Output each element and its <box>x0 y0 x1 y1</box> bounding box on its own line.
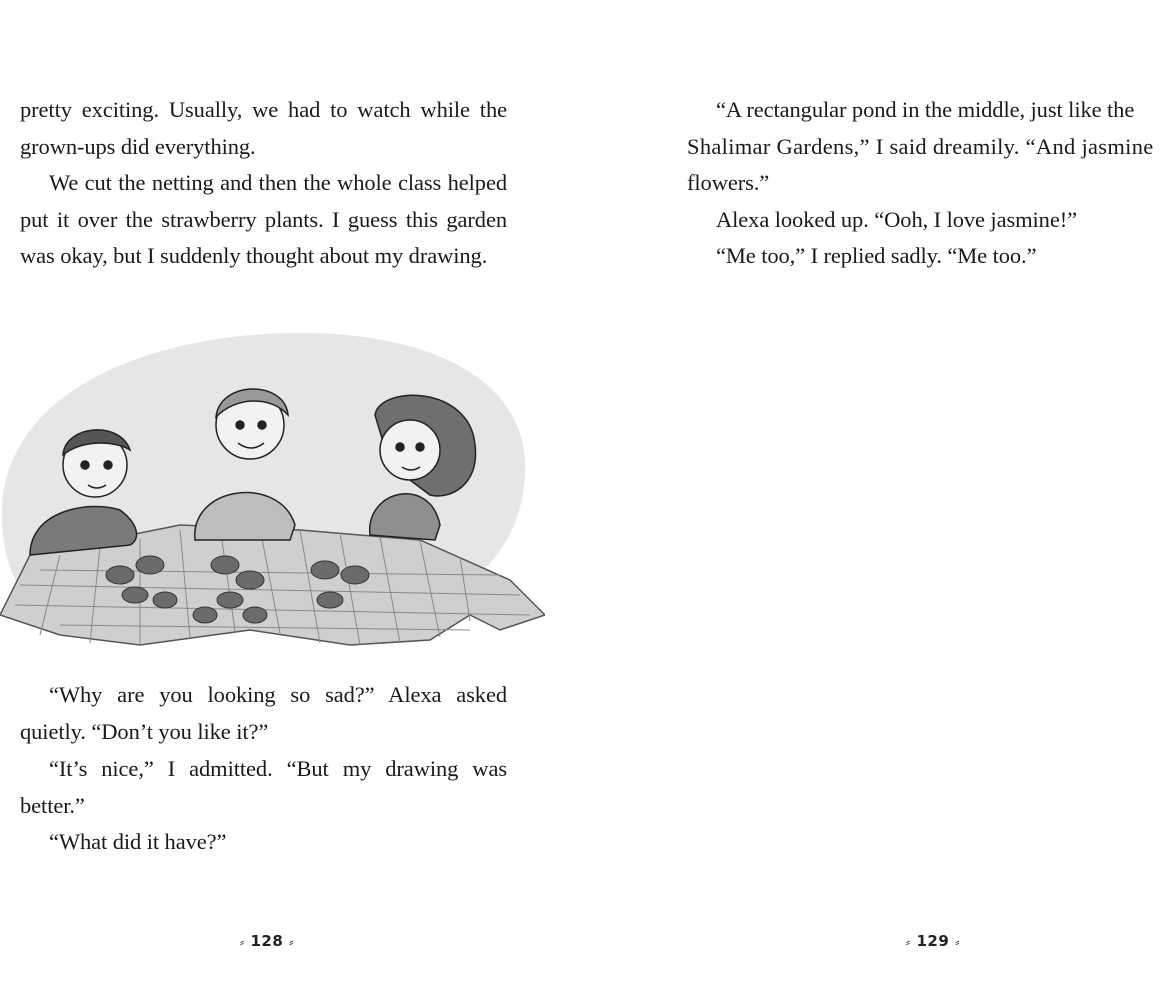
folio-ornament-icon: ⸗ <box>240 935 245 949</box>
garden-illustration <box>0 325 545 675</box>
right-line-4: Alexa looked up. “Ooh, I love jasmine!” <box>716 206 1077 232</box>
page-number-right: ⸗ 129 ⸗ <box>906 932 960 950</box>
folio-ornament-icon: ⸗ <box>289 935 294 949</box>
right-page <box>585 0 1170 1005</box>
right-line-3: flowers.” <box>687 170 770 196</box>
paragraph-2: We cut the netting and then the whole class helped put it over the strawberry plants. I guess this garden was okay, but I suddenly thought about my drawing. <box>20 170 507 269</box>
right-line-5: “Me too,” I replied sadly. “Me too.” <box>716 243 1037 269</box>
paragraph-3: “Why are you looking so sad?” Alexa asked quietly. “Don’t you like it?” <box>20 682 507 744</box>
paragraph-1: pretty exciting. Usually, we had to watch while the grown-ups did everything. <box>20 97 507 159</box>
right-text-block <box>687 92 1170 275</box>
folio-ornament-icon: ⸗ <box>906 935 911 949</box>
paragraph-4: “It’s nice,” I admitted. “But my drawing was better.” <box>20 756 507 818</box>
folio-ornament-icon: ⸗ <box>955 935 960 949</box>
right-line-2: Shalimar Gardens,” I said dreamily. “And jasmine <box>687 133 1154 159</box>
page-number-left: ⸗ 128 ⸗ <box>240 932 294 950</box>
paragraph-5: “What did it have?” <box>49 829 227 854</box>
right-line-1: “A rectangular pond in the middle, just like the <box>716 97 1135 122</box>
